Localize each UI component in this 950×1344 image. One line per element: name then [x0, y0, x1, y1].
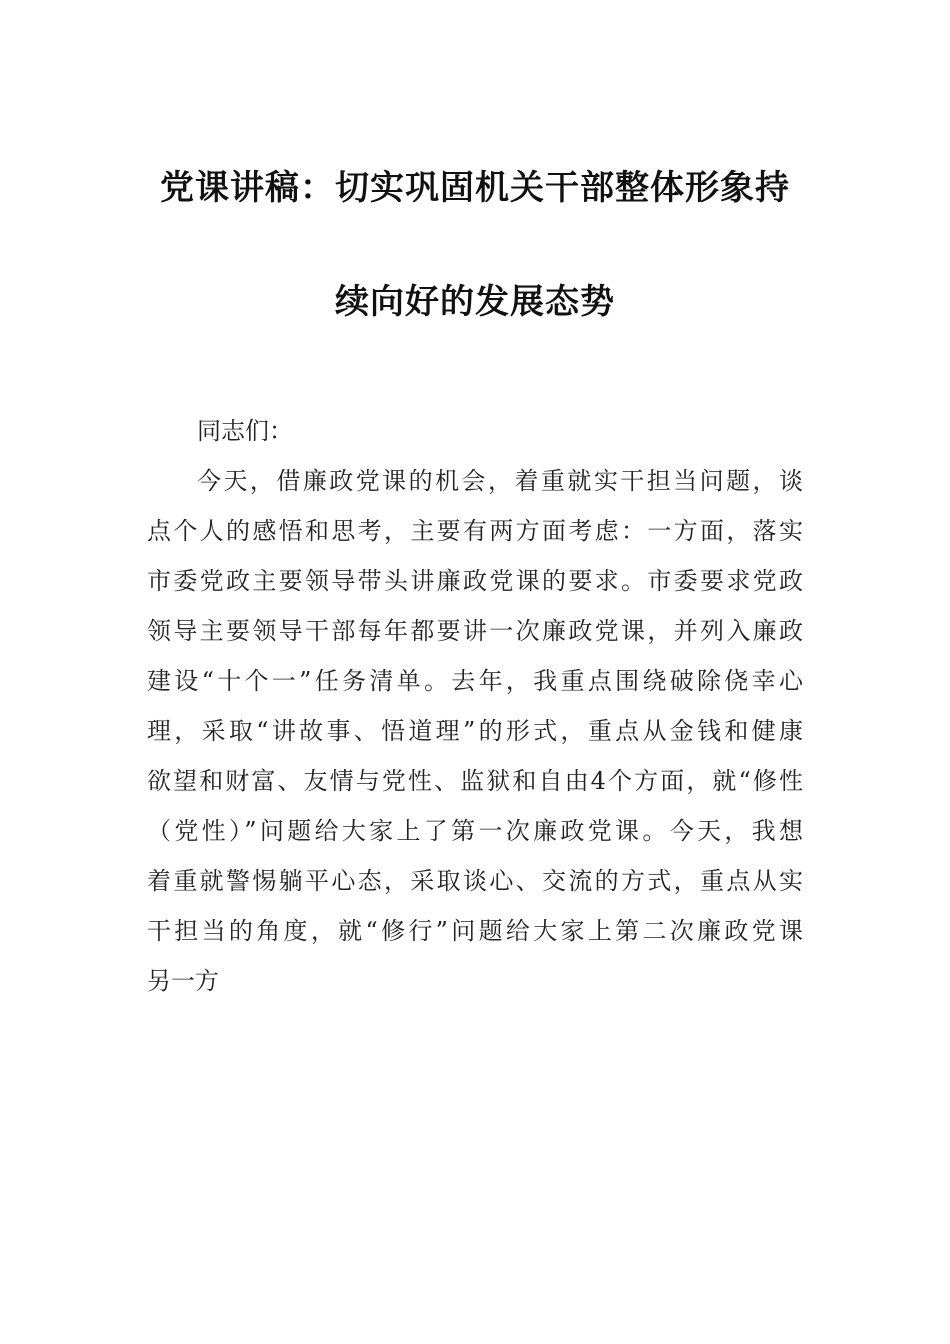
paragraph-line: （党性）”问题给大家上了第一次廉政党课。今天，我想: [147, 817, 803, 845]
greeting-text: 同志们：: [197, 417, 293, 445]
document-title-line-2: 续向好的发展态势: [335, 282, 615, 322]
paragraph-line: 市委党政主要领导带头讲廉政党课的要求。市委要求党政: [147, 567, 803, 595]
paragraph-line: 理，采取“讲故事、悟道理”的形式，重点从金钱和健康: [147, 717, 803, 745]
document-title-line-1: 党课讲稿：切实巩固机关干部整体形象持: [160, 168, 790, 208]
paragraph-line: 建设“十个一”任务清单。去年，我重点围绕破除侥幸心: [147, 667, 803, 695]
paragraph-line: 今天，借廉政党课的机会，着重就实干担当问题，谈: [197, 467, 803, 495]
paragraph-line: 着重就警惕躺平心态，采取谈心、交流的方式，重点从实: [147, 867, 803, 895]
paragraph-line: 干担当的角度，就“修行”问题给大家上第二次廉政党课: [147, 917, 803, 945]
paragraph-line: 欲望和财富、友情与党性、监狱和自由4个方面，就“修性: [147, 767, 803, 795]
paragraph-line: 领导主要领导干部每年都要讲一次廉政党课，并列入廉政: [147, 617, 803, 645]
paragraph-line: 另一方: [147, 967, 219, 995]
paragraph-line: 点个人的感悟和思考，主要有两方面考虑：一方面，落实: [147, 517, 803, 545]
